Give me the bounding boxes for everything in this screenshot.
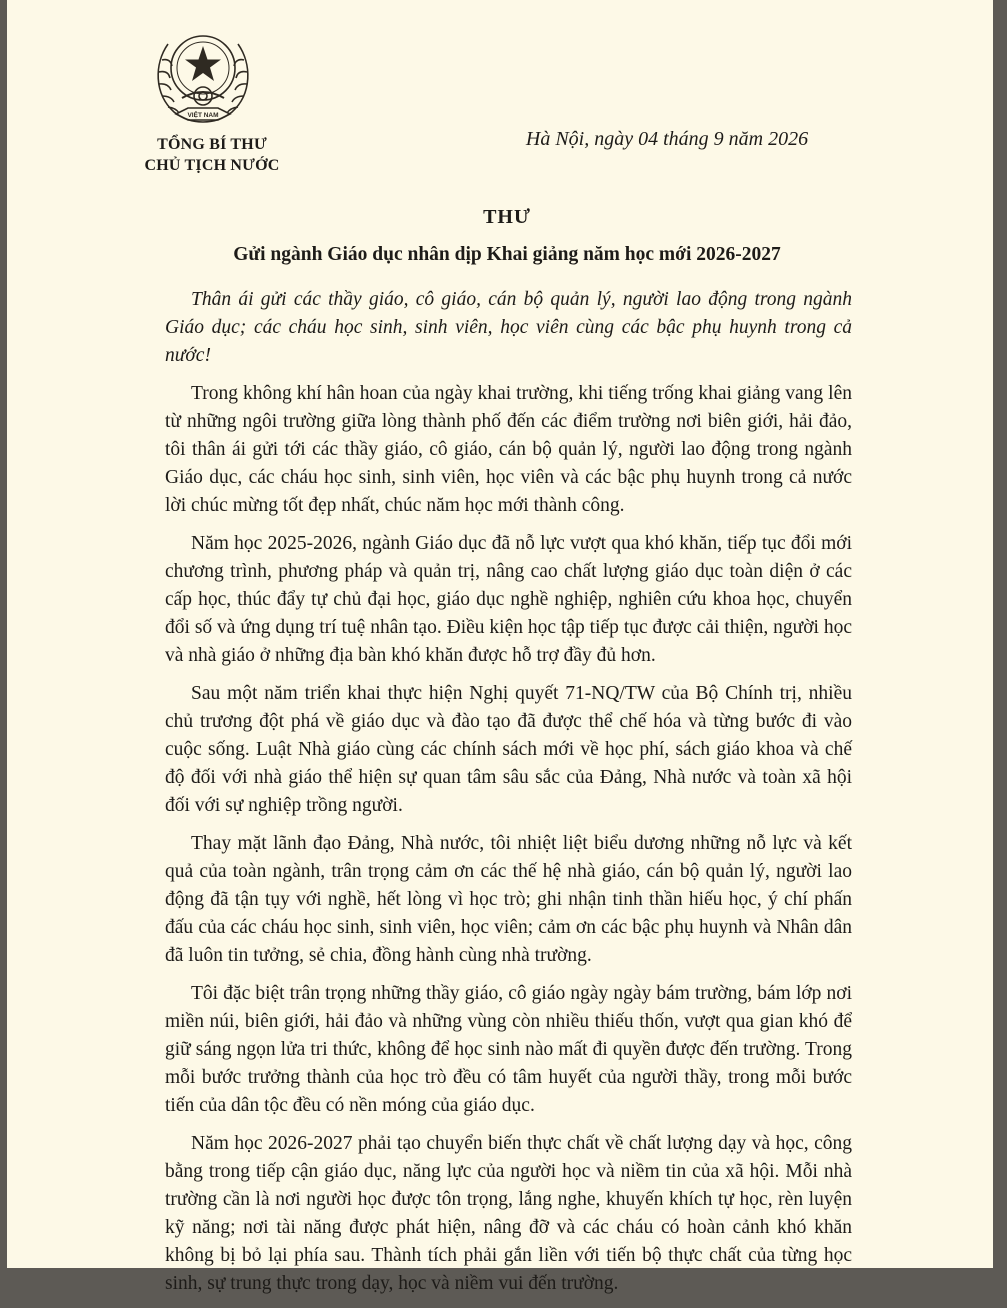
date-line: Hà Nội, ngày 04 tháng 9 năm 2026 bbox=[525, 128, 809, 150]
issuer-title: TỔNG BÍ THƯ bbox=[157, 136, 267, 153]
greeting-paragraph: Thân ái gửi các thầy giáo, cô giáo, cán bộ quản lý, người lao động trong ngành Giáo dục; các cháu học sinh, sinh viên, học viên cùng các bậc phụ huynh trong cả nước! bbox=[165, 289, 852, 366]
letter-body bbox=[165, 286, 852, 1308]
body-paragraph-4: Thay mặt lãnh đạo Đảng, Nhà nước, tôi nhiệt liệt biểu dương những nỗ lực và kết quả của toàn ngành, trân trọng cảm ơn các thế hệ nhà giáo, cán bộ quản lý, người lao động đã tận tụy với nghề, hết lòng vì học trò; ghi nhận tinh thần hiếu học, ý chí phấn đấu của các cháu học sinh, sinh viên, học viên; cảm ơn các bậc phụ huynh và Nhân dân đã luôn tin tưởng, sẻ chia, đồng hành cùng nhà trường. bbox=[165, 833, 852, 966]
body-paragraph-1: Trong không khí hân hoan của ngày khai trường, khi tiếng trống khai giảng vang lên từ những ngôi trường giữa lòng thành phố đến các điểm trường nơi biên giới, hải đảo, tôi thân ái gửi tới các thầy giáo, cô giáo, cán bộ quản lý, người lao động trong ngành Giáo dục, các cháu học sinh, sinh viên, học viên và các bậc phụ huynh trong cả nước lời chúc mừng tốt đẹp nhất, chúc năm học mới thành công. bbox=[165, 383, 852, 516]
body-paragraph-2: Năm học 2025-2026, ngành Giáo dục đã nỗ lực vượt qua khó khăn, tiếp tục đổi mới chương trình, phương pháp và quản trị, nâng cao chất lượng giáo dục toàn diện ở các cấp học, thúc đẩy tự chủ đại học, giáo dục nghề nghiệp, nghiên cứu khoa học, chuyển đổi số và ứng dụng trí tuệ nhân tạo. Điều kiện học tập tiếp tục được cải thiện, người học và nhà giáo ở những địa bàn khó khăn được hỗ trợ đầy đủ hơn. bbox=[165, 533, 852, 666]
national-emblem-icon bbox=[148, 16, 258, 132]
issuer-subtitle: CHỦ TỊCH NƯỚC bbox=[144, 157, 280, 174]
letter-page bbox=[7, 0, 993, 1294]
document-subtitle: Gửi ngành Giáo dục nhân dịp Khai giảng năm học mới 2026-2027 bbox=[233, 244, 781, 265]
body-paragraph-6: Năm học 2026-2027 phải tạo chuyển biến thực chất về chất lượng dạy và học, công bằng trong tiếp cận giáo dục, năng lực của người học và niềm tin của xã hội. Mỗi nhà trường cần là nơi người học được tôn trọng, lắng nghe, khuyến khích tự học, rèn luyện kỹ năng; nơi tài năng được phát hiện, nâng đỡ và các cháu có hoàn cảnh khó khăn không bị bỏ lại phía sau. Thành tích phải gắn liền với tiến bộ thực chất của từng học sinh, sự trung thực trong dạy, học và niềm vui đến trường. bbox=[165, 1133, 852, 1294]
body-paragraph-5: Tôi đặc biệt trân trọng những thầy giáo, cô giáo ngày ngày bám trường, bám lớp nơi miền núi, biên giới, hải đảo và những vùng còn nhiều thiếu thốn, vượt qua gian khó để giữ sáng ngọn lửa tri thức, không để học sinh nào mất đi quyền được đến trường. Trong mỗi bước trưởng thành của học trò đều có tâm huyết của người thầy, trong mỗi bước tiến của dân tộc đều có nền móng của giáo dục. bbox=[165, 983, 852, 1116]
body-paragraph-3: Sau một năm triển khai thực hiện Nghị quyết 71-NQ/TW của Bộ Chính trị, nhiều chủ trương đột phá về giáo dục và đào tạo đã được thể chế hóa và từng bước đi vào cuộc sống. Luật Nhà giáo cùng các chính sách mới về học phí, sách giáo khoa và chế độ đối với nhà giáo thể hiện sự quan tâm sâu sắc của Đảng, Nhà nước và toàn xã hội đối với sự nghiệp trồng người. bbox=[165, 683, 852, 816]
document-title: THƯ bbox=[483, 206, 531, 228]
svg-text:VIỆT NAM: VIỆT NAM bbox=[187, 112, 219, 119]
